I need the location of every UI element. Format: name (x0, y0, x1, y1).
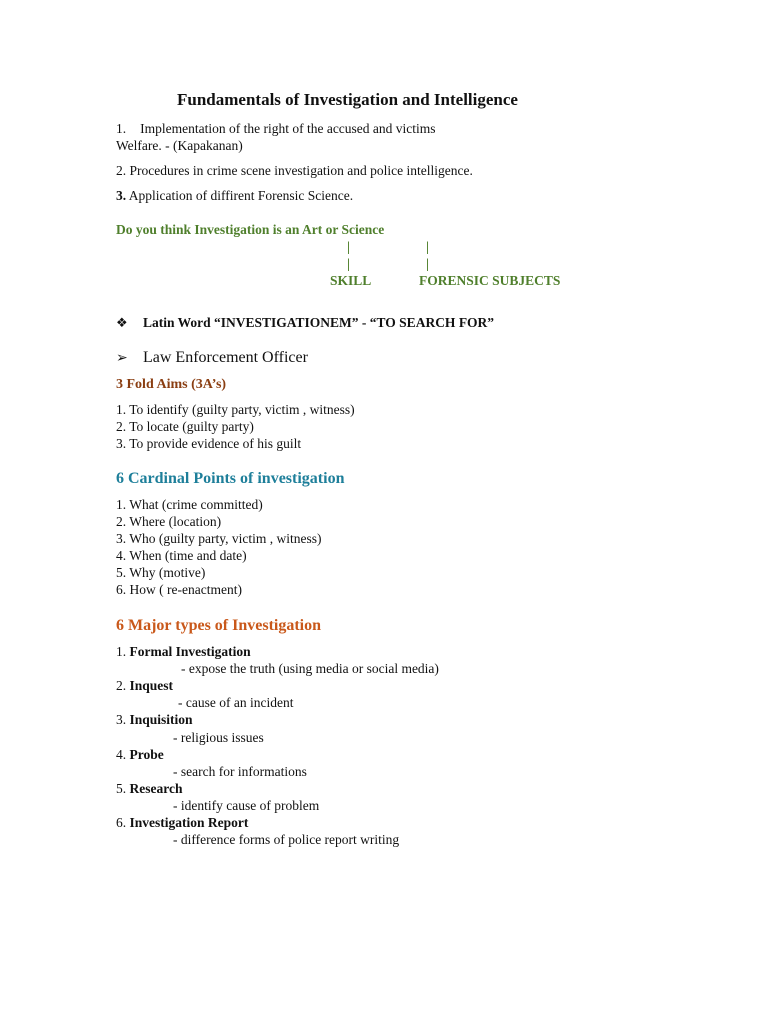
latin-word-text: Latin Word “INVESTIGATIONEM” - “TO SEARCH FOR” (143, 315, 495, 330)
major-type-4-number: 4. (116, 747, 130, 762)
intro-item-1-number: 1. (116, 121, 127, 136)
aims-item-1: 1. To identify (guilty party, victim , witness) (116, 402, 355, 417)
major-type-3-name: Inquisition (129, 712, 193, 727)
major-type-6-number: 6. (116, 815, 130, 830)
intro-item-3 (116, 188, 353, 204)
major-type-5-description: - identify cause of problem (173, 798, 320, 813)
major-type-2 (116, 678, 173, 694)
art-connector-line-1: | (347, 239, 350, 254)
intro-item-1 (116, 121, 436, 137)
major-type-1-number: 1. (116, 644, 130, 659)
major-type-5 (116, 781, 183, 797)
science-connector-line-2: | (426, 256, 429, 271)
page-title: Fundamentals of Investigation and Intelligence (177, 90, 518, 109)
major-type-1-name: Formal Investigation (129, 644, 251, 659)
cardinal-item-6: 6. How ( re-enactment) (116, 582, 242, 597)
arrow-bullet-icon: ➢ (116, 350, 128, 366)
cardinal-item-4: 4. When (time and date) (116, 548, 247, 563)
aims-heading: 3 Fold Aims (3A’s) (116, 377, 227, 392)
cardinal-item-2: 2. Where (location) (116, 514, 222, 529)
intro-item-1-text: Implementation of the right of the accused and victims (140, 121, 436, 136)
major-type-1 (116, 644, 251, 660)
skill-label: SKILL (330, 273, 372, 288)
major-type-6-name: Investigation Report (129, 815, 249, 830)
aims-item-3: 3. To provide evidence of his guilt (116, 436, 302, 451)
major-type-4-description: - search for informations (173, 764, 307, 779)
major-types-heading: 6 Major types of Investigation (116, 617, 322, 634)
cardinal-item-3: 3. Who (guilty party, victim , witness) (116, 531, 322, 546)
diamond-bullet-icon: ❖ (116, 316, 128, 331)
major-type-5-number: 5. (116, 781, 130, 796)
cardinal-item-1: 1. What (crime committed) (116, 497, 263, 512)
major-type-1-description: - expose the truth (using media or social media) (181, 661, 439, 676)
aims-item-2: 2. To locate (guilty party) (116, 419, 254, 434)
major-type-2-number: 2. (116, 678, 130, 693)
intro-item-1-continuation: Welfare. - (Kapakanan) (116, 138, 243, 153)
latin-word-line (116, 315, 494, 331)
intro-item-2: 2. Procedures in crime scene investigation and police intelligence. (116, 163, 473, 178)
major-type-4-name: Probe (129, 747, 164, 762)
forensic-subjects-label: FORENSIC SUBJECTS (419, 273, 561, 288)
question-text: Do you think Investigation is an Art or Science (116, 222, 385, 237)
law-enforcement-text: Law Enforcement Officer (143, 349, 308, 366)
major-type-5-name: Research (129, 781, 183, 796)
art-connector-line-2: | (347, 256, 350, 271)
major-type-4 (116, 747, 164, 763)
cardinal-item-5: 5. Why (motive) (116, 565, 206, 580)
major-type-6 (116, 815, 248, 831)
major-type-3 (116, 712, 193, 728)
law-enforcement-heading (116, 349, 308, 367)
major-type-6-description: - difference forms of police report writing (173, 832, 400, 847)
major-type-3-description: - religious issues (173, 730, 264, 745)
major-type-3-number: 3. (116, 712, 130, 727)
major-type-2-description: - cause of an incident (178, 695, 294, 710)
science-connector-line-1: | (426, 239, 429, 254)
cardinal-heading: 6 Cardinal Points of investigation (116, 470, 345, 487)
intro-item-3-number: 3. (116, 188, 127, 203)
major-type-2-name: Inquest (129, 678, 174, 693)
intro-item-3-text: Application of diffirent Forensic Science. (126, 188, 354, 203)
